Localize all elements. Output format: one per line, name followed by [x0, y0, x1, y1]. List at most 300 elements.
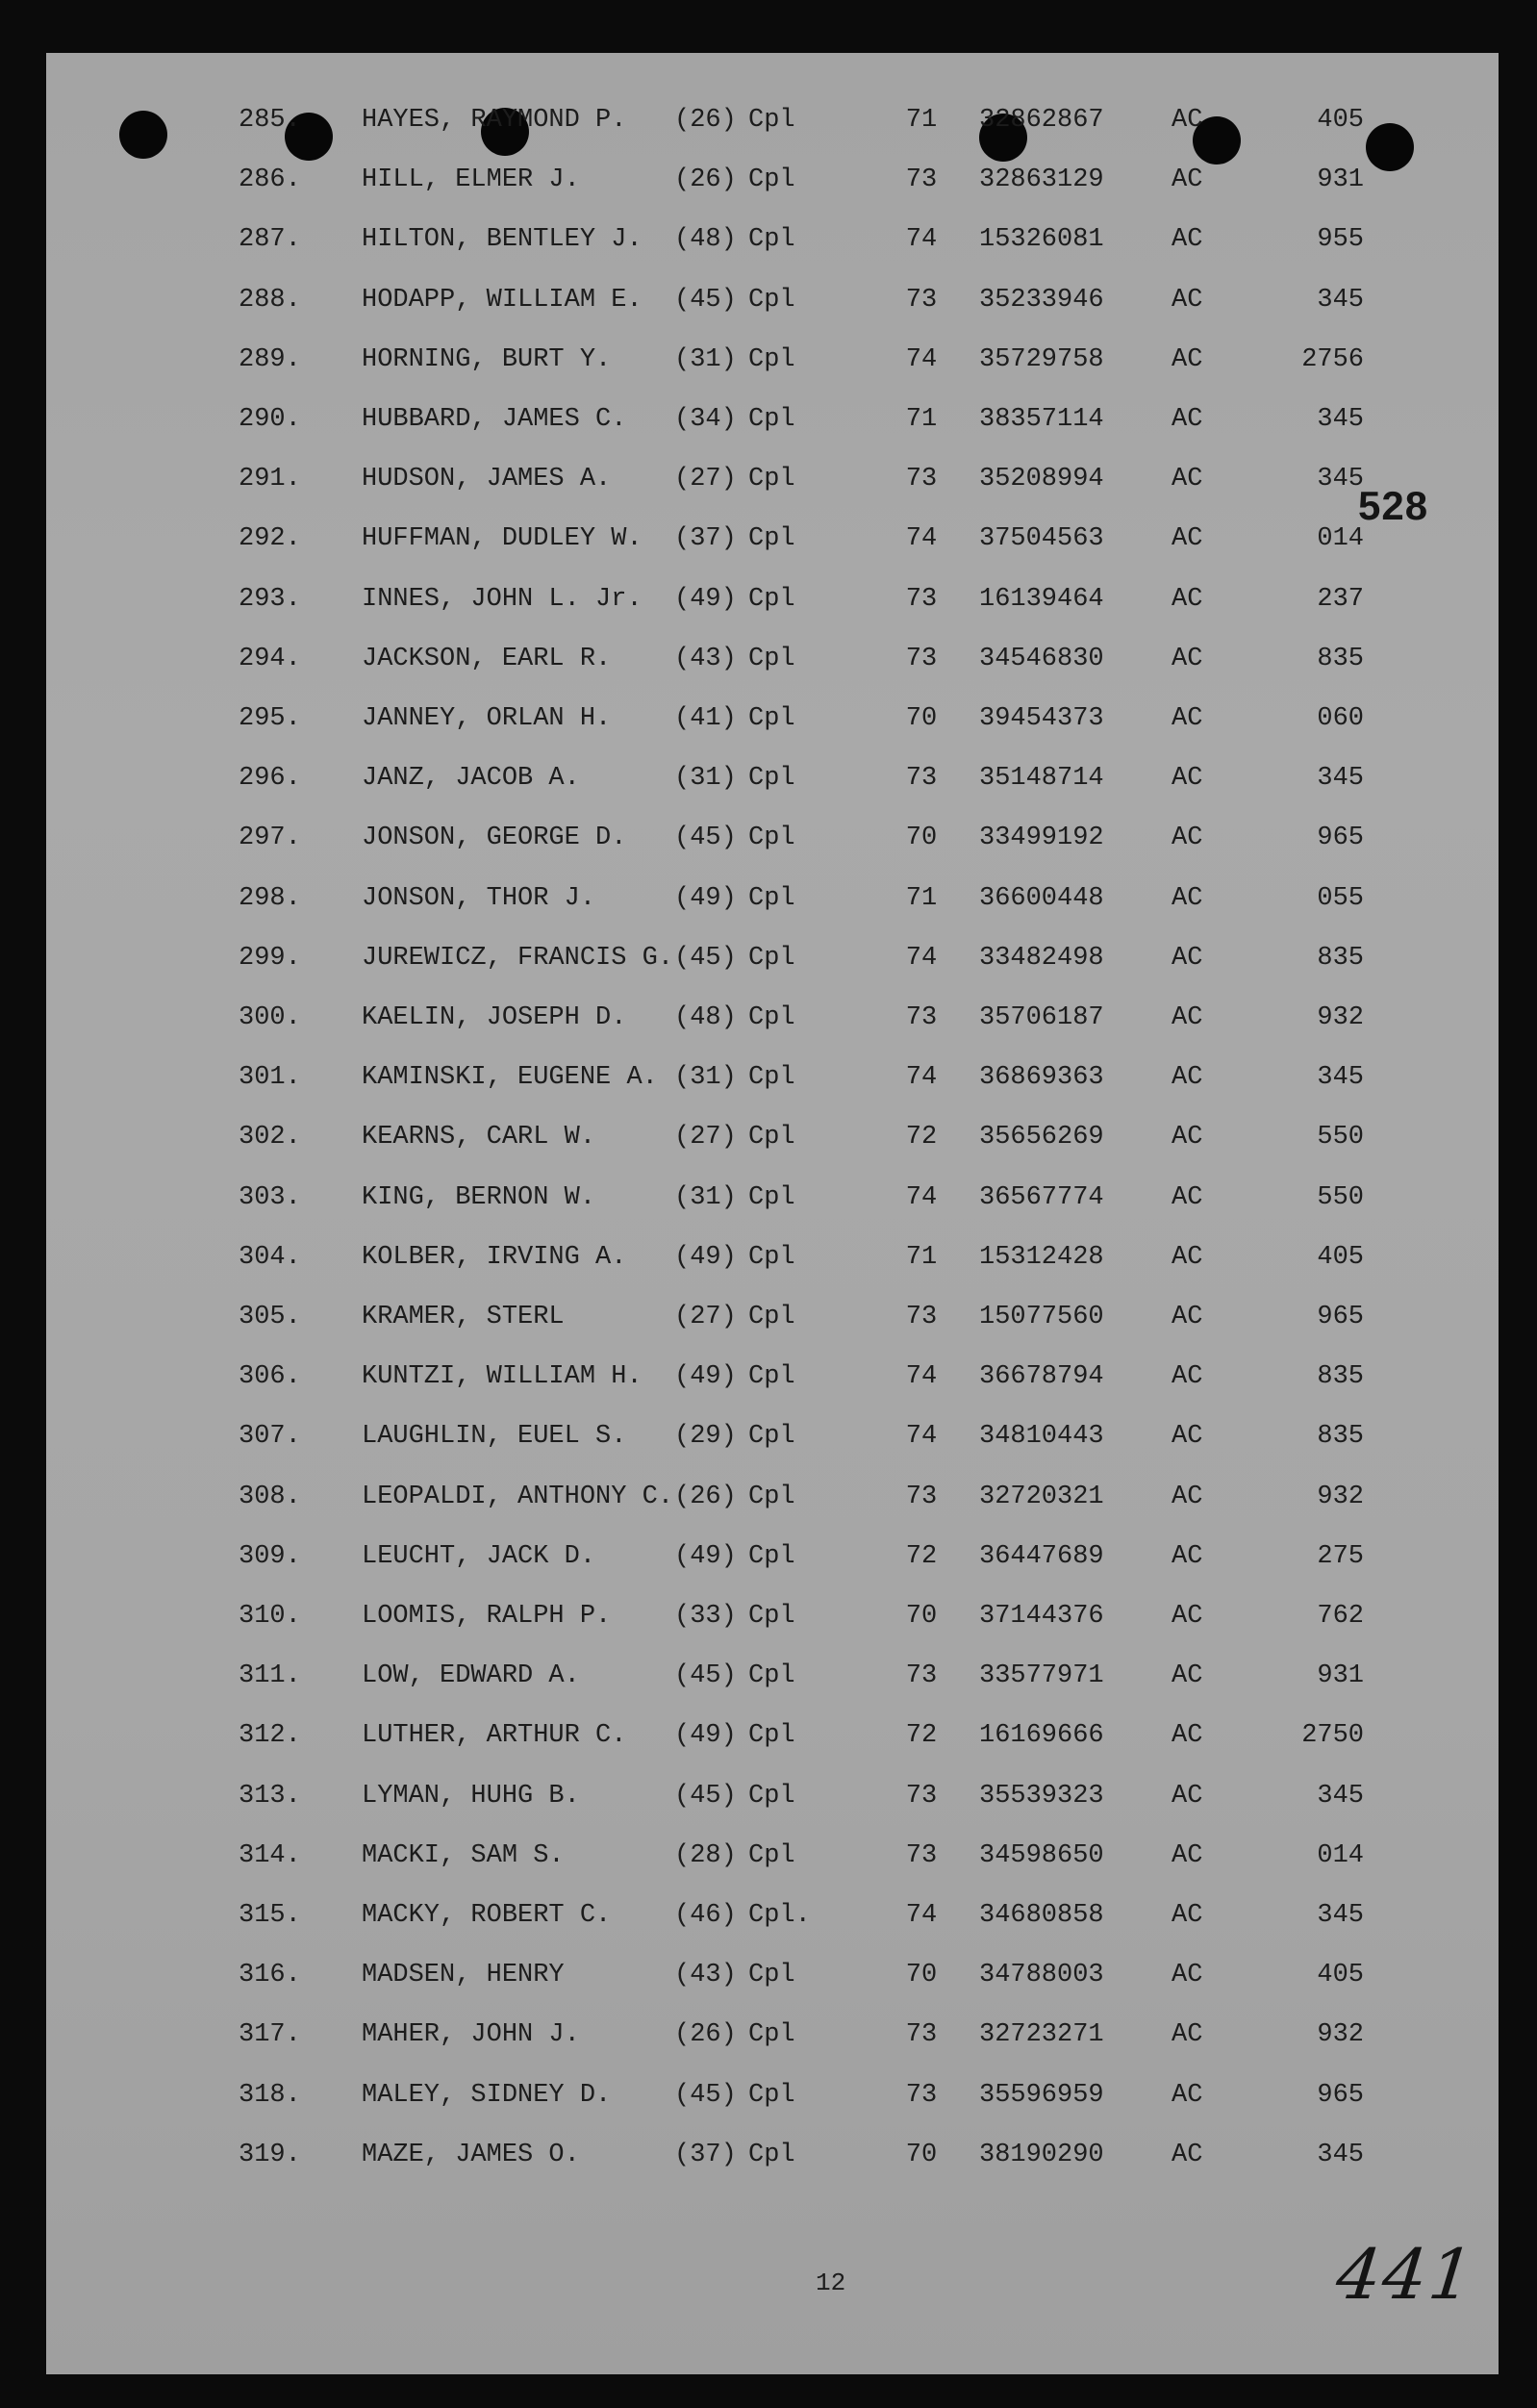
roster-spec: 835 — [1317, 644, 1364, 673]
roster-row — [46, 395, 1499, 444]
roster-num: 300. — [239, 1003, 301, 1032]
roster-serial: 32863129 — [979, 165, 1104, 195]
roster-spec: 237 — [1317, 584, 1364, 614]
roster-arm: AC — [1172, 165, 1203, 195]
roster-age: (45) — [674, 1781, 737, 1811]
roster-code: 73 — [905, 165, 938, 195]
roster-rank: Cpl — [748, 1422, 795, 1452]
roster-num: 318. — [239, 2080, 301, 2110]
roster-rank: Cpl — [748, 524, 795, 554]
roster-arm: AC — [1172, 285, 1203, 315]
roster-rank: Cpl — [748, 106, 795, 135]
roster-spec: 932 — [1317, 2020, 1364, 2050]
roster-name: JANZ, JACOB A. — [362, 764, 580, 794]
roster-age: (49) — [674, 1541, 737, 1571]
roster-rank: Cpl — [748, 1362, 795, 1392]
roster-serial: 39454373 — [979, 704, 1104, 733]
roster-age: (45) — [674, 2080, 737, 2110]
roster-age: (49) — [674, 584, 737, 614]
roster-name: HODAPP, WILLIAM E. — [362, 285, 643, 315]
roster-row — [46, 994, 1499, 1042]
roster-rank: Cpl — [748, 1123, 795, 1153]
roster-serial: 15077560 — [979, 1303, 1104, 1331]
roster-serial: 36678794 — [979, 1362, 1104, 1392]
roster-row — [46, 695, 1499, 743]
roster-row — [46, 1592, 1499, 1640]
roster-spec: 405 — [1317, 1242, 1364, 1272]
roster-row — [46, 1652, 1499, 1700]
roster-age: (37) — [674, 2140, 737, 2169]
roster-arm: AC — [1172, 1961, 1203, 1990]
roster-serial: 36869363 — [979, 1063, 1104, 1093]
stamped-number: 528 — [1358, 483, 1429, 528]
roster-rank: Cpl — [748, 465, 795, 494]
roster-num: 310. — [239, 1602, 301, 1631]
roster-name: MADSEN, HENRY — [362, 1961, 565, 1990]
roster-age: (28) — [674, 1840, 737, 1870]
roster-rank: Cpl — [748, 1840, 795, 1870]
roster-code: 73 — [905, 764, 938, 794]
roster-rank: Cpl — [748, 1242, 795, 1272]
roster-rank: Cpl — [748, 764, 795, 794]
roster-arm: AC — [1172, 1362, 1203, 1392]
roster-rank: Cpl — [748, 1602, 795, 1631]
roster-spec: 345 — [1317, 405, 1364, 434]
roster-num: 314. — [239, 1840, 301, 1870]
roster-spec: 931 — [1317, 165, 1364, 195]
roster-code: 74 — [905, 524, 938, 554]
roster-age: (27) — [674, 1123, 737, 1153]
roster-spec: 762 — [1317, 1602, 1364, 1631]
roster-rank: Cpl — [748, 344, 795, 374]
roster-row — [46, 1772, 1499, 1820]
roster-num: 298. — [239, 883, 301, 913]
roster-num: 294. — [239, 644, 301, 673]
roster-code: 72 — [905, 1721, 938, 1751]
roster-arm: AC — [1172, 1422, 1203, 1452]
roster-serial: 34598650 — [979, 1840, 1104, 1870]
roster-spec: 345 — [1317, 1781, 1364, 1811]
roster-serial: 33482498 — [979, 943, 1104, 973]
roster-name: HUBBARD, JAMES C. — [362, 405, 627, 434]
roster-rank: Cpl — [748, 2020, 795, 2050]
roster-serial: 38357114 — [979, 405, 1104, 434]
roster-row — [46, 336, 1499, 384]
roster-name: KEARNS, CARL W. — [362, 1123, 596, 1153]
roster-code: 73 — [905, 1303, 938, 1331]
roster-spec: 060 — [1317, 704, 1364, 733]
roster-num: 305. — [239, 1303, 301, 1331]
roster-age: (37) — [674, 524, 737, 554]
roster-num: 303. — [239, 1182, 301, 1212]
roster-code: 73 — [905, 465, 938, 494]
roster-serial: 32723271 — [979, 2020, 1104, 2050]
roster-row — [46, 934, 1499, 982]
roster-num: 319. — [239, 2140, 301, 2169]
roster-name: JUREWICZ, FRANCIS G. — [362, 943, 674, 973]
roster-name: LYMAN, HUHG B. — [362, 1781, 580, 1811]
roster-num: 304. — [239, 1242, 301, 1272]
roster-arm: AC — [1172, 1242, 1203, 1272]
roster-row — [46, 754, 1499, 802]
roster-code: 71 — [905, 1242, 938, 1272]
roster-name: HUDSON, JAMES A. — [362, 465, 612, 494]
roster-arm: AC — [1172, 1901, 1203, 1930]
roster-name: HORNING, BURT Y. — [362, 344, 612, 374]
roster-num: 289. — [239, 344, 301, 374]
roster-spec: 835 — [1317, 943, 1364, 973]
roster-row — [46, 1233, 1499, 1281]
roster-age: (45) — [674, 285, 737, 315]
roster-name: MACKY, ROBERT C. — [362, 1901, 612, 1930]
roster-row — [46, 1891, 1499, 1939]
roster-spec: 345 — [1317, 764, 1364, 794]
roster-arm: AC — [1172, 1661, 1203, 1691]
roster-spec: 965 — [1317, 2080, 1364, 2110]
roster-rank: Cpl — [748, 165, 795, 195]
roster-spec: 405 — [1317, 106, 1364, 135]
roster-spec: 345 — [1317, 2140, 1364, 2169]
roster-code: 74 — [905, 1182, 938, 1212]
roster-spec: 345 — [1317, 285, 1364, 315]
roster-name: JONSON, GEORGE D. — [362, 824, 627, 853]
roster-row — [46, 1053, 1499, 1102]
roster-name: HUFFMAN, DUDLEY W. — [362, 524, 643, 554]
roster-age: (48) — [674, 1003, 737, 1032]
roster-arm: AC — [1172, 1063, 1203, 1093]
roster-row — [46, 1951, 1499, 1999]
roster-code: 73 — [905, 1840, 938, 1870]
roster-spec: 932 — [1317, 1003, 1364, 1032]
roster-serial: 34680858 — [979, 1901, 1104, 1930]
roster-num: 311. — [239, 1661, 301, 1691]
roster-rank: Cpl — [748, 2080, 795, 2110]
roster-code: 74 — [905, 344, 938, 374]
roster-serial: 36600448 — [979, 883, 1104, 913]
roster-serial: 33577971 — [979, 1661, 1104, 1691]
roster-age: (31) — [674, 764, 737, 794]
roster-num: 299. — [239, 943, 301, 973]
roster-code: 74 — [905, 1362, 938, 1392]
roster-age: (48) — [674, 225, 737, 255]
roster-name: LUTHER, ARTHUR C. — [362, 1721, 627, 1751]
roster-arm: AC — [1172, 764, 1203, 794]
roster-name: LOOMIS, RALPH P. — [362, 1602, 612, 1631]
roster-code: 74 — [905, 1422, 938, 1452]
roster-name: LEUCHT, JACK D. — [362, 1541, 596, 1571]
roster-spec: 055 — [1317, 883, 1364, 913]
roster-age: (49) — [674, 1721, 737, 1751]
roster-age: (26) — [674, 106, 737, 135]
roster-age: (29) — [674, 1422, 737, 1452]
roster-arm: AC — [1172, 883, 1203, 913]
roster-code: 73 — [905, 1482, 938, 1511]
roster-arm: AC — [1172, 405, 1203, 434]
roster-spec: 405 — [1317, 1961, 1364, 1990]
roster-serial: 16169666 — [979, 1721, 1104, 1751]
roster-serial: 36447689 — [979, 1541, 1104, 1571]
roster-spec: 932 — [1317, 1482, 1364, 1511]
roster-num: 287. — [239, 225, 301, 255]
roster-rank: Cpl. — [748, 1901, 811, 1930]
roster-arm: AC — [1172, 1303, 1203, 1331]
roster-rank: Cpl — [748, 943, 795, 973]
roster-row — [46, 515, 1499, 563]
roster-serial: 35539323 — [979, 1781, 1104, 1811]
roster-num: 286. — [239, 165, 301, 195]
roster-name: KOLBER, IRVING A. — [362, 1242, 627, 1272]
roster-row — [46, 1832, 1499, 1880]
roster-serial: 34546830 — [979, 644, 1104, 673]
handwritten-number: 441 — [1332, 2234, 1479, 2315]
roster-rank: Cpl — [748, 1482, 795, 1511]
roster-row — [46, 1353, 1499, 1401]
roster-rank: Cpl — [748, 405, 795, 434]
roster-rank: Cpl — [748, 285, 795, 315]
roster-row — [46, 2071, 1499, 2119]
roster-rank: Cpl — [748, 1063, 795, 1093]
roster-num: 291. — [239, 465, 301, 494]
roster-spec: 014 — [1317, 524, 1364, 554]
roster-code: 73 — [905, 644, 938, 673]
roster-row — [46, 276, 1499, 324]
roster-num: 313. — [239, 1781, 301, 1811]
roster-arm: AC — [1172, 2140, 1203, 2169]
roster-rank: Cpl — [748, 1721, 795, 1751]
roster-arm: AC — [1172, 1781, 1203, 1811]
roster-num: 285. — [239, 106, 301, 135]
roster-name: KAELIN, JOSEPH D. — [362, 1003, 627, 1032]
roster-spec: 345 — [1317, 1901, 1364, 1930]
roster-spec: 345 — [1317, 465, 1364, 494]
roster-arm: AC — [1172, 225, 1203, 255]
roster-rank: Cpl — [748, 704, 795, 733]
roster-row — [46, 96, 1499, 144]
roster-row — [46, 2011, 1499, 2059]
roster-num: 316. — [239, 1961, 301, 1990]
roster-num: 306. — [239, 1362, 301, 1392]
roster-code: 74 — [905, 943, 938, 973]
roster-age: (27) — [674, 1303, 737, 1331]
roster-serial: 15312428 — [979, 1242, 1104, 1272]
roster-serial: 38190290 — [979, 2140, 1104, 2169]
roster-code: 71 — [905, 405, 938, 434]
roster-code: 73 — [905, 285, 938, 315]
roster-arm: AC — [1172, 584, 1203, 614]
roster-serial: 37144376 — [979, 1602, 1104, 1631]
roster-age: (46) — [674, 1901, 737, 1930]
roster-name: KUNTZI, WILLIAM H. — [362, 1362, 643, 1392]
roster-spec: 550 — [1317, 1123, 1364, 1153]
roster-serial: 35208994 — [979, 465, 1104, 494]
roster-age: (49) — [674, 1362, 737, 1392]
roster-serial: 37504563 — [979, 524, 1104, 554]
roster-row — [46, 575, 1499, 623]
roster-num: 292. — [239, 524, 301, 554]
roster-name: JACKSON, EARL R. — [362, 644, 612, 673]
roster-code: 73 — [905, 584, 938, 614]
roster-num: 302. — [239, 1123, 301, 1153]
roster-row — [46, 1293, 1499, 1341]
roster-age: (43) — [674, 644, 737, 673]
roster-serial: 32862867 — [979, 106, 1104, 135]
roster-age: (45) — [674, 943, 737, 973]
roster-name: JONSON, THOR J. — [362, 883, 596, 913]
roster-rank: Cpl — [748, 644, 795, 673]
roster-arm: AC — [1172, 1003, 1203, 1032]
roster-rank: Cpl — [748, 1003, 795, 1032]
roster-age: (31) — [674, 1063, 737, 1093]
roster-code: 72 — [905, 1123, 938, 1153]
roster-rank: Cpl — [748, 1541, 795, 1571]
roster-age: (27) — [674, 465, 737, 494]
roster-code: 74 — [905, 1901, 938, 1930]
roster-name: KRAMER, STERL — [362, 1303, 565, 1331]
roster-serial: 16139464 — [979, 584, 1104, 614]
roster-serial: 35596959 — [979, 2080, 1104, 2110]
roster-serial: 35148714 — [979, 764, 1104, 794]
roster-arm: AC — [1172, 1123, 1203, 1153]
roster-code: 70 — [905, 824, 938, 853]
roster-serial: 32720321 — [979, 1482, 1104, 1511]
roster-rank: Cpl — [748, 1303, 795, 1331]
roster-age: (26) — [674, 1482, 737, 1511]
roster-row — [46, 156, 1499, 204]
roster-code: 72 — [905, 1541, 938, 1571]
roster-name: KING, BERNON W. — [362, 1182, 596, 1212]
roster-age: (31) — [674, 344, 737, 374]
roster-row — [46, 1412, 1499, 1460]
roster-num: 317. — [239, 2020, 301, 2050]
roster-code: 71 — [905, 106, 938, 135]
roster-row — [46, 635, 1499, 683]
roster-num: 296. — [239, 764, 301, 794]
roster-num: 293. — [239, 584, 301, 614]
roster-spec: 275 — [1317, 1541, 1364, 1571]
roster-row — [46, 1711, 1499, 1760]
roster-spec: 835 — [1317, 1362, 1364, 1392]
roster-serial: 36567774 — [979, 1182, 1104, 1212]
roster-row — [46, 455, 1499, 503]
roster-arm: AC — [1172, 344, 1203, 374]
roster-num: 295. — [239, 704, 301, 733]
roster-code: 70 — [905, 704, 938, 733]
roster-arm: AC — [1172, 704, 1203, 733]
roster-spec: 2756 — [1301, 344, 1364, 374]
roster-age: (26) — [674, 165, 737, 195]
roster-serial: 33499192 — [979, 824, 1104, 853]
roster-name: HILL, ELMER J. — [362, 165, 580, 195]
roster-age: (41) — [674, 704, 737, 733]
roster-name: JANNEY, ORLAN H. — [362, 704, 612, 733]
roster-age: (49) — [674, 883, 737, 913]
roster-serial: 35729758 — [979, 344, 1104, 374]
roster-arm: AC — [1172, 824, 1203, 853]
roster-row — [46, 874, 1499, 923]
roster-name: MALEY, SIDNEY D. — [362, 2080, 612, 2110]
roster-name: MACKI, SAM S. — [362, 1840, 565, 1870]
roster-spec: 835 — [1317, 1422, 1364, 1452]
roster-serial: 35706187 — [979, 1003, 1104, 1032]
roster-code: 70 — [905, 2140, 938, 2169]
roster-serial: 34788003 — [979, 1961, 1104, 1990]
roster-name: HILTON, BENTLEY J. — [362, 225, 643, 255]
roster-rank: Cpl — [748, 1661, 795, 1691]
roster-code: 73 — [905, 1781, 938, 1811]
roster-code: 73 — [905, 1661, 938, 1691]
roster-row — [46, 1174, 1499, 1222]
roster-row — [46, 1473, 1499, 1521]
roster-serial: 34810443 — [979, 1422, 1104, 1452]
roster-arm: AC — [1172, 1721, 1203, 1751]
roster-num: 297. — [239, 824, 301, 853]
roster-rank: Cpl — [748, 1182, 795, 1212]
roster-arm: AC — [1172, 465, 1203, 494]
roster-spec: 955 — [1317, 225, 1364, 255]
roster-rank: Cpl — [748, 1961, 795, 1990]
roster-rank: Cpl — [748, 2140, 795, 2169]
roster-spec: 550 — [1317, 1182, 1364, 1212]
roster-arm: AC — [1172, 524, 1203, 554]
roster-num: 309. — [239, 1541, 301, 1571]
roster-age: (31) — [674, 1182, 737, 1212]
roster-name: LAUGHLIN, EUEL S. — [362, 1422, 627, 1452]
roster-age: (43) — [674, 1961, 737, 1990]
page-number: 12 — [816, 2269, 846, 2297]
roster-name: MAZE, JAMES O. — [362, 2140, 580, 2169]
roster-name: HAYES, RAYMOND P. — [362, 106, 627, 135]
roster-code: 73 — [905, 2020, 938, 2050]
roster-row — [46, 814, 1499, 862]
roster-arm: AC — [1172, 1482, 1203, 1511]
roster-age: (49) — [674, 1242, 737, 1272]
roster-serial: 35656269 — [979, 1123, 1104, 1153]
roster-name: MAHER, JOHN J. — [362, 2020, 580, 2050]
roster-name: LOW, EDWARD A. — [362, 1661, 580, 1691]
roster-arm: AC — [1172, 1602, 1203, 1631]
roster-code: 70 — [905, 1961, 938, 1990]
roster-name: INNES, JOHN L. Jr. — [362, 584, 643, 614]
roster-row — [46, 1113, 1499, 1161]
roster-arm: AC — [1172, 1541, 1203, 1571]
roster-spec: 014 — [1317, 1840, 1364, 1870]
document-page — [46, 53, 1499, 2374]
roster-num: 308. — [239, 1482, 301, 1511]
roster-rank: Cpl — [748, 883, 795, 913]
roster-rank: Cpl — [748, 1781, 795, 1811]
roster-spec: 965 — [1317, 1303, 1364, 1331]
roster-age: (45) — [674, 824, 737, 853]
roster-age: (26) — [674, 2020, 737, 2050]
roster-arm: AC — [1172, 1182, 1203, 1212]
roster-age: (45) — [674, 1661, 737, 1691]
roster-num: 312. — [239, 1721, 301, 1751]
roster-spec: 2750 — [1301, 1721, 1364, 1751]
roster-serial: 15326081 — [979, 225, 1104, 255]
roster-rank: Cpl — [748, 225, 795, 255]
roster-row — [46, 2131, 1499, 2179]
roster-arm: AC — [1172, 106, 1203, 135]
roster-row — [46, 1533, 1499, 1581]
roster-rank: Cpl — [748, 824, 795, 853]
roster-code: 73 — [905, 1003, 938, 1032]
roster-age: (33) — [674, 1602, 737, 1631]
roster-rank: Cpl — [748, 584, 795, 614]
roster-name: LEOPALDI, ANTHONY C. — [362, 1482, 674, 1511]
roster-code: 70 — [905, 1602, 938, 1631]
roster-age: (34) — [674, 405, 737, 434]
roster-code: 74 — [905, 1063, 938, 1093]
